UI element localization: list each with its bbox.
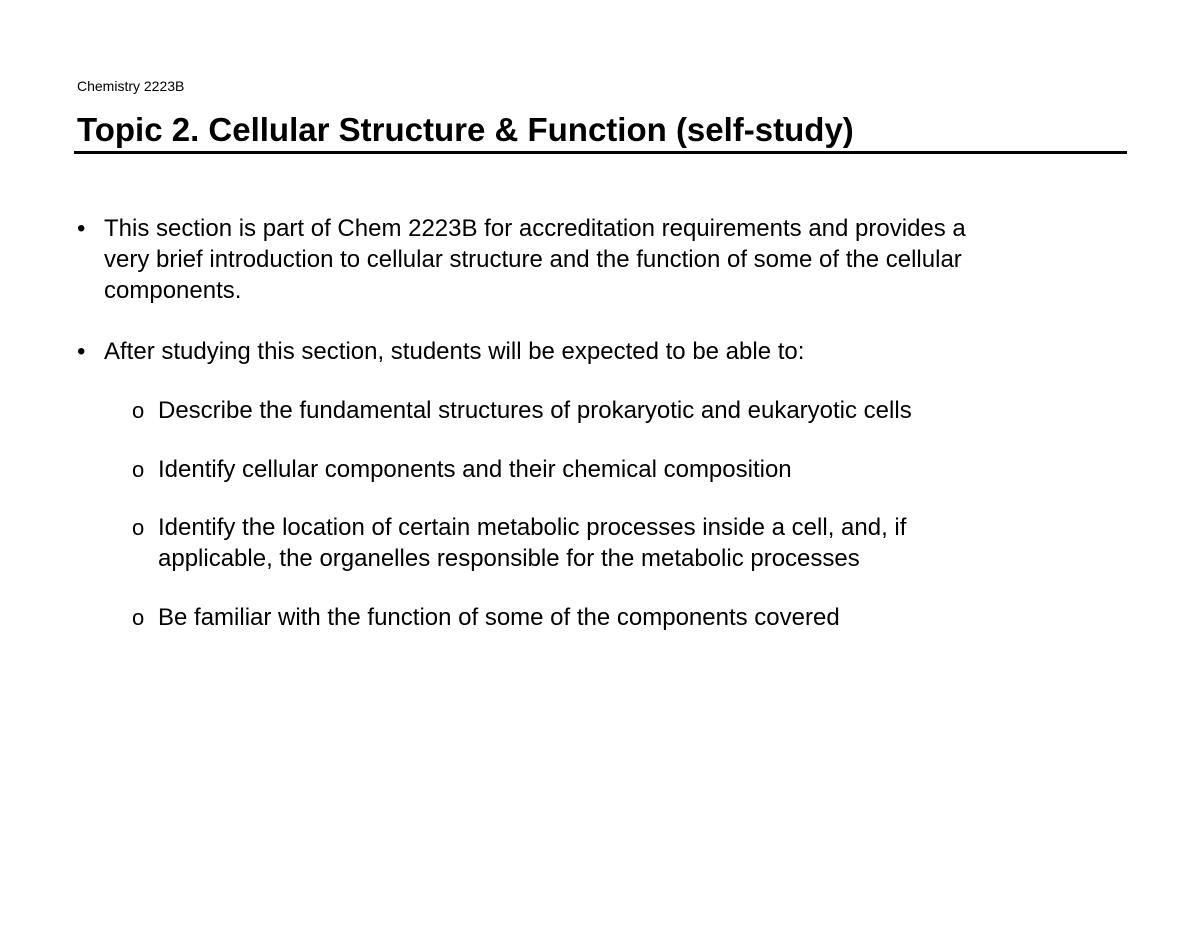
bullet-marker-icon: • bbox=[77, 338, 86, 365]
bullet-text bbox=[104, 336, 804, 367]
sub-item-text-line: Be familiar with the function of some of the components covered bbox=[158, 604, 840, 631]
sub-item-text bbox=[158, 512, 906, 574]
page-title: Topic 2. Cellular Structure & Function (self-study) bbox=[77, 111, 854, 148]
title-underline bbox=[74, 151, 1127, 154]
circle-marker-icon: o bbox=[132, 515, 145, 540]
bullet-text-line: This section is part of Chem 2223B for accreditation requirements and provides a bbox=[104, 215, 966, 242]
circle-marker-icon: o bbox=[132, 457, 145, 482]
bullet-text bbox=[104, 213, 966, 306]
bullet-marker-icon: • bbox=[77, 215, 86, 242]
sub-item-text-line: Describe the fundamental structures of prokaryotic and eukaryotic cells bbox=[158, 397, 912, 424]
sub-item-text bbox=[158, 602, 840, 633]
course-label: Chemistry 2223B bbox=[77, 78, 185, 94]
sub-item-text-line: Identify cellular components and their chemical composition bbox=[158, 456, 792, 483]
bullet-text-line: After studying this section, students will be expected to be able to: bbox=[104, 338, 805, 365]
circle-marker-icon: o bbox=[132, 398, 145, 423]
sub-item-text bbox=[158, 454, 792, 485]
bullet-text-line: components. bbox=[104, 277, 242, 304]
sub-item-text bbox=[158, 395, 912, 426]
circle-marker-icon: o bbox=[132, 605, 145, 630]
bullet-text-line: very brief introduction to cellular structure and the function of some of the cellular bbox=[104, 246, 962, 273]
sub-item-text-line: applicable, the organelles responsible for the metabolic processes bbox=[158, 545, 860, 572]
sub-item-text-line: Identify the location of certain metabolic processes inside a cell, and, if bbox=[158, 514, 907, 541]
